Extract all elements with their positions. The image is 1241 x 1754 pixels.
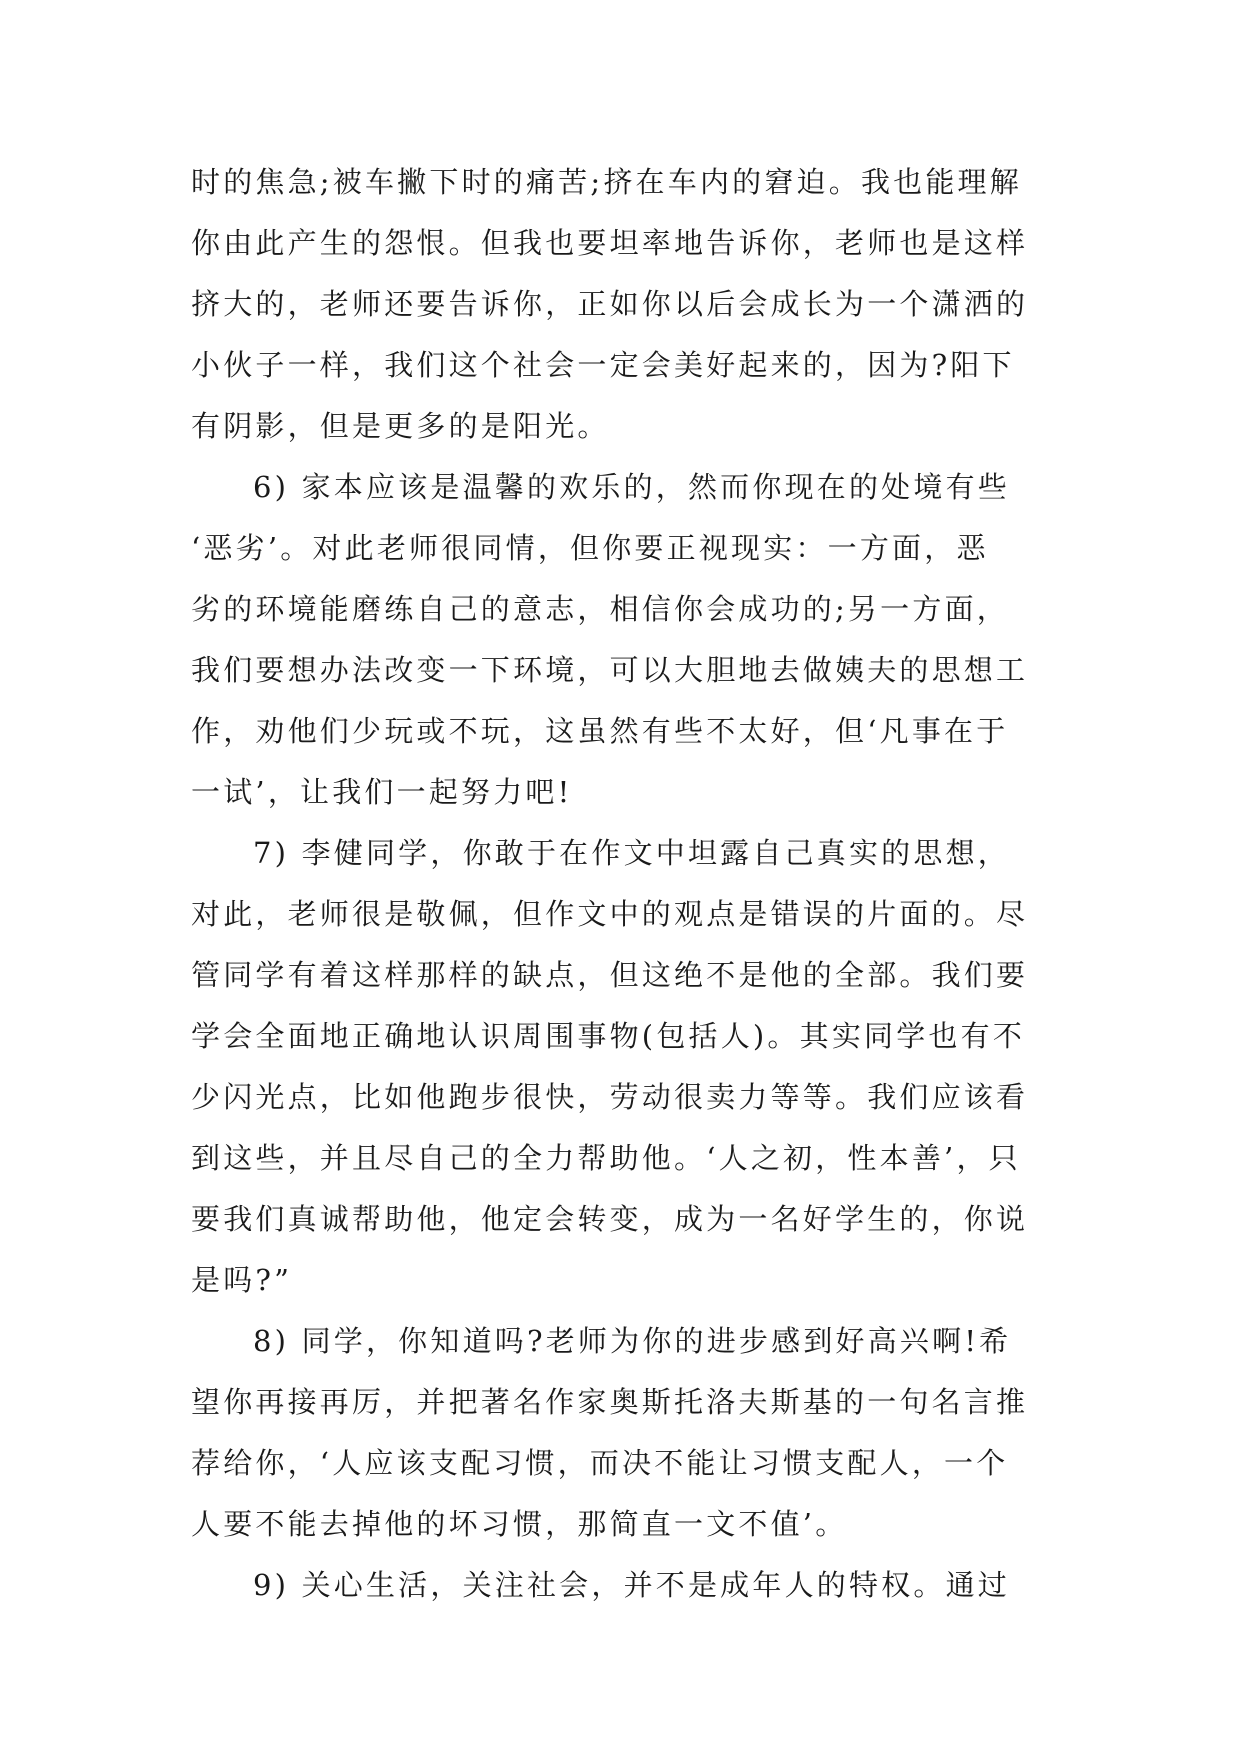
text-line: 到这些，并且尽自己的全力帮助他。‘人之初，性本善’，只 <box>191 1141 1021 1175</box>
text-line: 我们要想办法改变一下环境，可以大胆地去做姨夫的思想工 <box>191 653 1029 687</box>
text-line: 挤大的，老师还要告诉你，正如你以后会成长为一个潇洒的 <box>191 287 1029 321</box>
text-line: 有阴影，但是更多的是阳光。 <box>191 409 610 443</box>
paragraph-first-line: 6) 家本应该是温馨的欢乐的，然而你现在的处境有些 <box>253 470 1010 504</box>
text-line: 人要不能去掉他的坏习惯，那简直一文不值’。 <box>191 1507 848 1541</box>
text-line: 劣的环境能磨练自己的意志，相信你会成功的;另一方面， <box>191 592 1009 626</box>
text-line: 小伙子一样，我们这个社会一定会美好起来的，因为?阳下 <box>191 348 1015 382</box>
body-text <box>191 152 1051 1616</box>
text-line: 作，劝他们少玩或不玩，这虽然有些不太好，但‘凡事在于 <box>191 714 1009 748</box>
text-line: 少闪光点，比如他跑步很快，劳动很卖力等等。我们应该看 <box>191 1080 1029 1114</box>
text-line: ‘恶劣’。对此老师很同情，但你要正视现实：一方面，恶 <box>191 531 989 565</box>
text-line: 要我们真诚帮助他，他定会转变，成为一名好学生的，你说 <box>191 1202 1029 1236</box>
text-line: 一试’，让我们一起努力吧! <box>191 775 573 809</box>
text-line: 荐给你，‘人应该支配习惯，而决不能让习惯支配人，一个 <box>191 1446 1009 1480</box>
paragraph-first-line: 8) 同学，你知道吗?老师为你的进步感到好高兴啊!希 <box>253 1324 1012 1358</box>
text-line: 是吗?” <box>191 1263 293 1297</box>
text-line: 时的焦急;被车撇下时的痛苦;挤在车内的窘迫。我也能理解 <box>191 165 1022 199</box>
paragraph-first-line: 7) 李健同学，你敢于在作文中坦露自己真实的思想， <box>253 836 1010 870</box>
text-line: 你由此产生的怨恨。但我也要坦率地告诉你，老师也是这样 <box>191 226 1029 260</box>
text-line: 管同学有着这样那样的缺点，但这绝不是他的全部。我们要 <box>191 958 1029 992</box>
text-line: 对此，老师很是敬佩，但作文中的观点是错误的片面的。尽 <box>191 897 1029 931</box>
text-line: 望你再接再厉，并把著名作家奥斯托洛夫斯基的一句名言推 <box>191 1385 1029 1419</box>
text-line: 学会全面地正确地认识周围事物(包括人)。其实同学也有不 <box>191 1019 1026 1053</box>
paragraph-first-line: 9) 关心生活，关注社会，并不是成年人的特权。通过 <box>253 1568 1010 1602</box>
